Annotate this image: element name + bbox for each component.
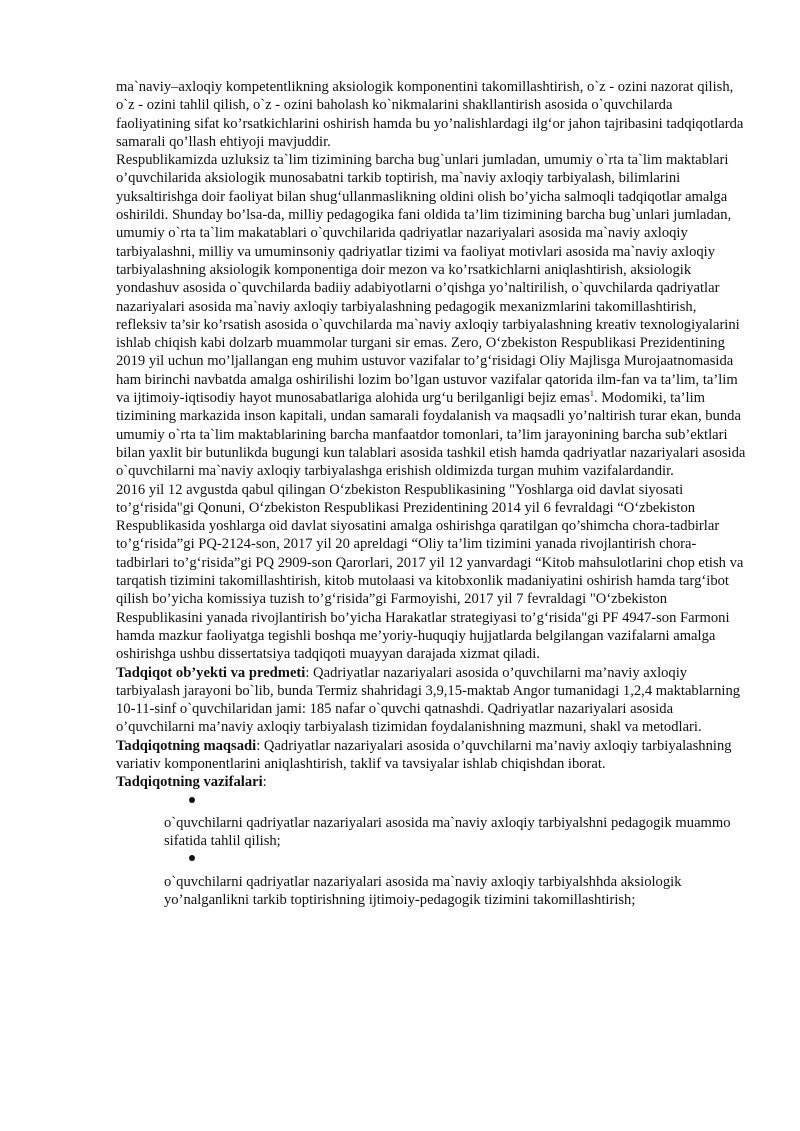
- paragraph-research-goal: [116, 737, 746, 774]
- list-item: [116, 792, 746, 851]
- paragraph-republic-text-a: Respublikamizda uzluksiz ta`lim tizimining barcha bug`unlari jumladan, umumiy o`rta ta`lim maktablari o’quvchilarida aksiologik munosabatni tarkib toptirish, ma`naviy axloqiy tarbiyalash, bilimlarini yuksaltirishga doir faoliyat bilan shug‘ullanmaslikning oldini olish bo’yicha salmoqli tadqiqotlar amalga oshirildi. Shunday bo’lsa-da, milliy pedagogika fani oldida ta’lim tizimining barcha bug`unlari jumladan, umumiy o`rta ta`lim makatablari o`quvchilarida qadriyatlar nazariyalari asosida ma`naviy axloqiy tarbiyalashni, milliy va umuminsoniy qadriyatlar tizimi va faoliyat motivlari asosida ma`naviy axloqiy tarbiyalashning aksiologik komponentiga doir mezon va ko’rsatkichlarni aniqlashtirish, aksiologik yondashuv asosida o`quvchilarda badiiy adabiyotlarni o’qishga yo’naltirilish, o`quvchilarda qadriyatlar nazariyalari asosida ma`naviy axloqiy tarbiyalashning pedagogik mexanizmlarini takomillashtirish, refleksiv ta’sir ko’rsatish asosida o`quvchilarda ma`naviy axloqiy tarbiyalashning kreativ texnologiyalarini ishlab chiqish kabi dolzarb muammolar turgani sir emas. Zero, O‘zbekiston Respublikasi Prezidentining 2019 yil uchun mo’ljallangan eng muhim ustuvor vazifalar to’g‘risidagi Oliy Majlisga Murojaatnomasida ham birinchi navbatda amalga oshirilishi lozim bo’lgan ustuvor vazifalar qatorida ilm-fan va ta’lim, ta’lim va ijtimoiy-iqtisodiy hayot munosabatlariga alohida urg‘u berilganligi bejiz emas: [116, 152, 740, 407]
- paragraph-legal-basis: 2016 yil 12 avgustda qabul qilingan O‘zbekiston Respublikasining "Yoshlarga oid davlat siyosati to’g‘risida"gi Qonuni, O‘zbekiston Respublikasi Prezidentining 2014 yil 6 fevraldagi “O‘zbekiston Respublikasida yoshlarga oid davlat siyosatini amalga oshirishga qaratilgan qo’shimcha chora-tadbirlar to’g‘risida”gi PQ-2124-son, 2017 yil 20 apreldagi “Oliy ta’lim tizimini yanada rivojlantirish chora-tadbirlari to’g‘risida”gi PQ 2909-son Qarorlari, 2017 yil 12 yanvardagi “Kitob mahsulotlarini chop etish va tarqatish tizimini takomillashtirish, kitob mutolaasi va kitobxonlik madaniyatini oshirish hamda targ‘ibot qilish bo’yicha komissiya tuzish to’g‘risida”gi Farmoyishi, 2017 yil 7 fevraldagi "O‘zbekiston Respublikasini yanada rivojlantirish bo’yicha Harakatlar strategiyasi to’g‘risida"gi PF 4947-son Farmoni hamda mazkur faoliyatga tegishli boshqa me’yoriy-huquqiy hujjatlarda belgilangan vazifalarni amalga oshirishga ushbu dissertatsiya tadqiqoti muayyan darajada xizmat qiladi.: [116, 481, 744, 663]
- task-text: o`quvchilarni qadriyatlar nazariyalari asosida ma`naviy axloqiy tarbiyalshhda aksiologik yo’nalganlikni tarkib toptirishning ijtimoiy-pedagogik tizimini takomillashtirish;: [164, 873, 682, 909]
- footnote-ref[interactable]: 1: [589, 389, 594, 399]
- research-tasks-list: [116, 792, 746, 910]
- research-object-label: Tadqiqot ob’yekti va predmeti: [116, 664, 306, 681]
- document-page: [116, 78, 746, 909]
- research-goal-text: : Qadriyatlar nazariyalari asosida o’quvchilarni ma’naviy axloqiy tarbiyalashning variativ komponentlarini aniqlashtirish, taklif va tavsiyalar ishlab chiqishdan iborat.: [116, 737, 732, 772]
- paragraph-research-tasks: [116, 773, 746, 791]
- bullet-icon: [189, 797, 195, 803]
- bullet-icon: [189, 855, 195, 861]
- task-text: o`quvchilarni qadriyatlar nazariyalari asosida ma`naviy axloqiy tarbiyalshni pedagogik muammo sifatida tahlil qilish;: [164, 814, 731, 850]
- paragraph-intro: ma`naviy–axloqiy kompetentlikning aksiologik komponentini takomillashtirish, o`z - ozini nazorat qilish, o`z - ozini tahlil qilish, o`z - ozini baholash ko`nikmalarini shakllantirish asosida o`quvchilarda faoliyatining sifat ko’rsatkichlarini oshirish hamda bu yo’nalishlardagi ilg‘or jahon tajribasini tadqiqotlarda samarali qo’llash ehtiyoji mavjuddir.: [116, 79, 744, 150]
- research-goal-label: Tadqiqotning maqsadi: [116, 737, 257, 754]
- paragraph-research-object: [116, 664, 746, 737]
- paragraph-republic-text-b: . Modomiki, ta’lim tizimining markazida inson kapitali, undan samarali foydalanish va maqsadli yo’naltirish turar ekan, bunda umumiy o`rta ta`lim maktablarining barcha manfaatdor tomonlari, ta’lim jarayonining barcha sub’ektlari bilan yaxlit bir butunlikda bugungi kun talablari asosida tashkil etish hamda qadriyatlar nazariyalari asosida o`quvchilarni ma`naviy axloqiy tarbiyalashga erishish oldimizda turgan muhim vazifalardandir.: [116, 390, 746, 480]
- list-item: [116, 850, 746, 909]
- research-tasks-label: Tadqiqotning vazifalari: [116, 774, 263, 791]
- research-tasks-colon: :: [262, 774, 267, 791]
- paragraph-republic: [116, 151, 746, 480]
- research-object-text: : Qadriyatlar nazariyalari asosida o’quvchilarni ma’naviy axloqiy tarbiyalash jarayoni bo`lib, bunda Termiz shahridagi 3,9,15-maktab Angor tumanidagi 1,2,4 maktablarning 10-11-sinf o`quvchilaridan jami: 185 nafar o`quvchi qatnashdi. Qadriyatlar nazariyalari asosida o’quvchilarni ma’naviy axloqiy tarbiyalash tizimidan foydalanishning mazmuni, shakl va metodlari.: [116, 664, 741, 736]
